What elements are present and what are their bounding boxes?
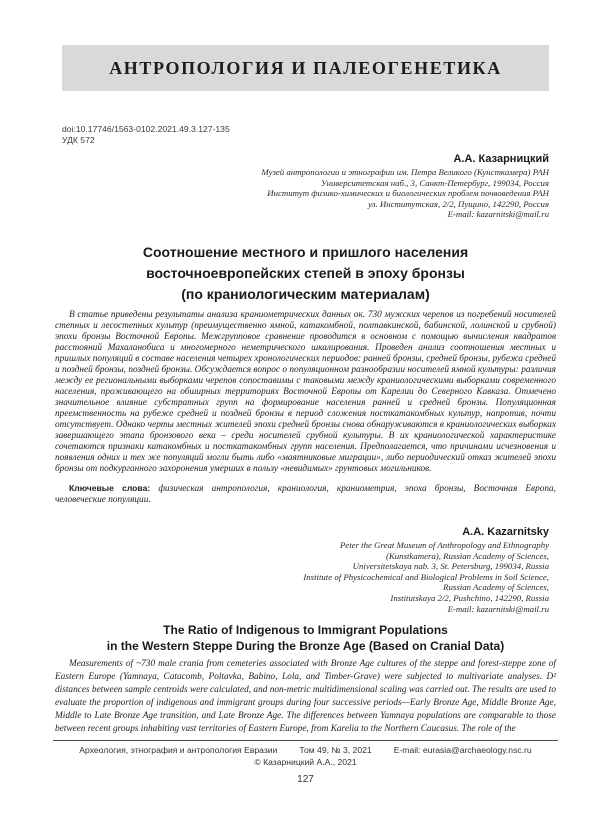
page-footer: [53, 740, 558, 768]
volume-info: Том 49, № 3, 2021: [299, 745, 372, 755]
keywords-ru: [55, 483, 556, 506]
affiliation-en-line: Institute of Physicochemical and Biological Problems in Soil Science,: [303, 571, 549, 582]
affiliation-en-line: Universitetskaya nab. 3, St. Petersburg, 199034, Russia: [352, 561, 549, 572]
author-name-ru: А.А. Казарницкий: [453, 153, 549, 165]
article-title-en: [62, 623, 549, 654]
copyright-line: © Казарницкий А.А., 2021: [254, 757, 357, 767]
affiliation-ru: [62, 167, 549, 220]
title-ru-line: Соотношение местного и пришлого населения: [142, 243, 469, 260]
footer-journal-line: [53, 745, 558, 756]
affiliation-ru-line: Музей антропологии и этнографии им. Петра Великого (Кунсткамера) РАН: [261, 167, 549, 177]
keywords-text: физическая антропология, краниология, краниометрия, эпоха бронзы, Восточная Европа, человеческие популяции.: [55, 483, 556, 505]
affiliation-en-line: (Kunstkamera), Russian Academy of Sciences,: [385, 550, 549, 561]
page-number: 127: [297, 774, 314, 785]
article-title-ru: [62, 242, 549, 305]
email-en: E-mail: kazarnitski@mail.ru: [447, 603, 549, 614]
section-title: АНТРОПОЛОГИЯ И ПАЛЕОГЕНЕТИКА: [109, 57, 502, 78]
udc-text: УДК 572: [62, 135, 95, 145]
affiliation-ru-line: Институт физико-химических и биологических проблем почвоведения РАН: [267, 188, 549, 199]
title-ru-line: восточноевропейских степей в эпоху бронзы: [146, 264, 465, 281]
doi-text: doi:10.17746/1563-0102.2021.49.3.127-135: [62, 124, 230, 134]
abstract-ru: В статье приведены результаты анализа краниометрических данных ок. 730 мужских черепов из погребений носителей степных и лесостепных культур (преимущественно ямной, катакомбной, полтавкинской, бабинской, лолинской и срубной) эпохи бронзы Восточной Европы. Межгрупповое сравнение проводится в основном с помощью вычисления квадратов расстояний Махаланобиса и многомерного неметрического шкалирования. Проведен анализ соотношения местных и пришлых популяций в составе населения четырех хронологических периодов: ранней бронзы, средней бронзы, рубежа средней и поздней бронзы, поздней бронзы. Обсуждается вопрос о популяционном разнообразии носителей ямной культуры: различия между ее региональными выборками черепов сопоставимы с таковыми между краниологическими выборками современного населения, проживающего на обширных территориях Восточной Европы от Карелии до Северного Кавказа. Отмечено значительное влияние субстратных групп на формирование населения ранней и средней бронзы. Популяционная преемственность на рубеже средней и поздней бронзы в период сложения посткатакомбных культур, напротив, почти отсутствует. Однако черты местных жителей эпохи средней бронзы снова обнаруживаются в краниологических выборках завершающего этапа бронзового века – среди носителей срубной культуры. В их краниологической характеристике сочетаются признаки катакомбных и посткатакомбных групп населения. Предполагается, что причинами исчезновения и появления одних и тех же популяций могли быть либо «маятниковые миграции», либо периодический отказ жителей эпохи бронзы от подкурганного захоронения умерших в пользу «невидимых» грунтовых могильников.: [55, 309, 556, 474]
affiliation-en-line: Institutskaya 2/2, Pushchino, 142290, Russia: [390, 592, 549, 603]
article-meta: [62, 124, 549, 146]
affiliation-en-line: Peter the Great Museum of Anthropology and Ethnography: [339, 539, 549, 550]
affiliation-en-line: Russian Academy of Sciences,: [443, 582, 549, 593]
abstract-en: Measurements of ~730 male crania from cemeteries associated with Bronze Age cultures of the steppe and forest-steppe zone of Eastern Europe (Yamnaya, Catacomb, Poltavka, Babino, Lola, and Timber-Grave) were subjected to multivariate analyses. D² distances between sample centroids were calculated, and non-metric multidimensional scaling was carried out. The results are used to evaluate the proportion of indigenous and immigrant groups during four successive periods—Early Bronze Age, Middle Bronze Age, Middle to Late Bronze Age transition, and Late Bronze Age. The differences between Yamnaya populations are comparable to those between recent groups inhabiting vast territories of Eastern Europe, from Karelia to the Northern Caucasus. The role of the: [55, 659, 556, 735]
title-en-line: in the Western Steppe During the Bronze Age (Based on Cranial Data): [106, 638, 505, 653]
affiliation-ru-line: ул. Институтская, 2/2, Пущино, 142290, Россия: [368, 198, 549, 209]
section-header-band: [62, 45, 549, 91]
title-en-line: The Ratio of Indigenous to Immigrant Populations: [163, 623, 448, 638]
title-ru-line: (по краниологическим материалам): [181, 285, 430, 302]
journal-email: E-mail: eurasia@archaeology.nsc.ru: [393, 745, 532, 755]
author-name-en: A.A. Kazarnitsky: [462, 525, 549, 538]
affiliation-en: [62, 540, 549, 614]
keywords-label: Ключевые слова:: [69, 482, 151, 493]
email-ru: E-mail: kazarnitski@mail.ru: [447, 209, 549, 220]
affiliation-ru-line: Университетская наб., 3, Санкт-Петербург, 199034, Россия: [320, 177, 549, 188]
journal-name: Археология, этнография и антропология Евразии: [79, 745, 278, 755]
